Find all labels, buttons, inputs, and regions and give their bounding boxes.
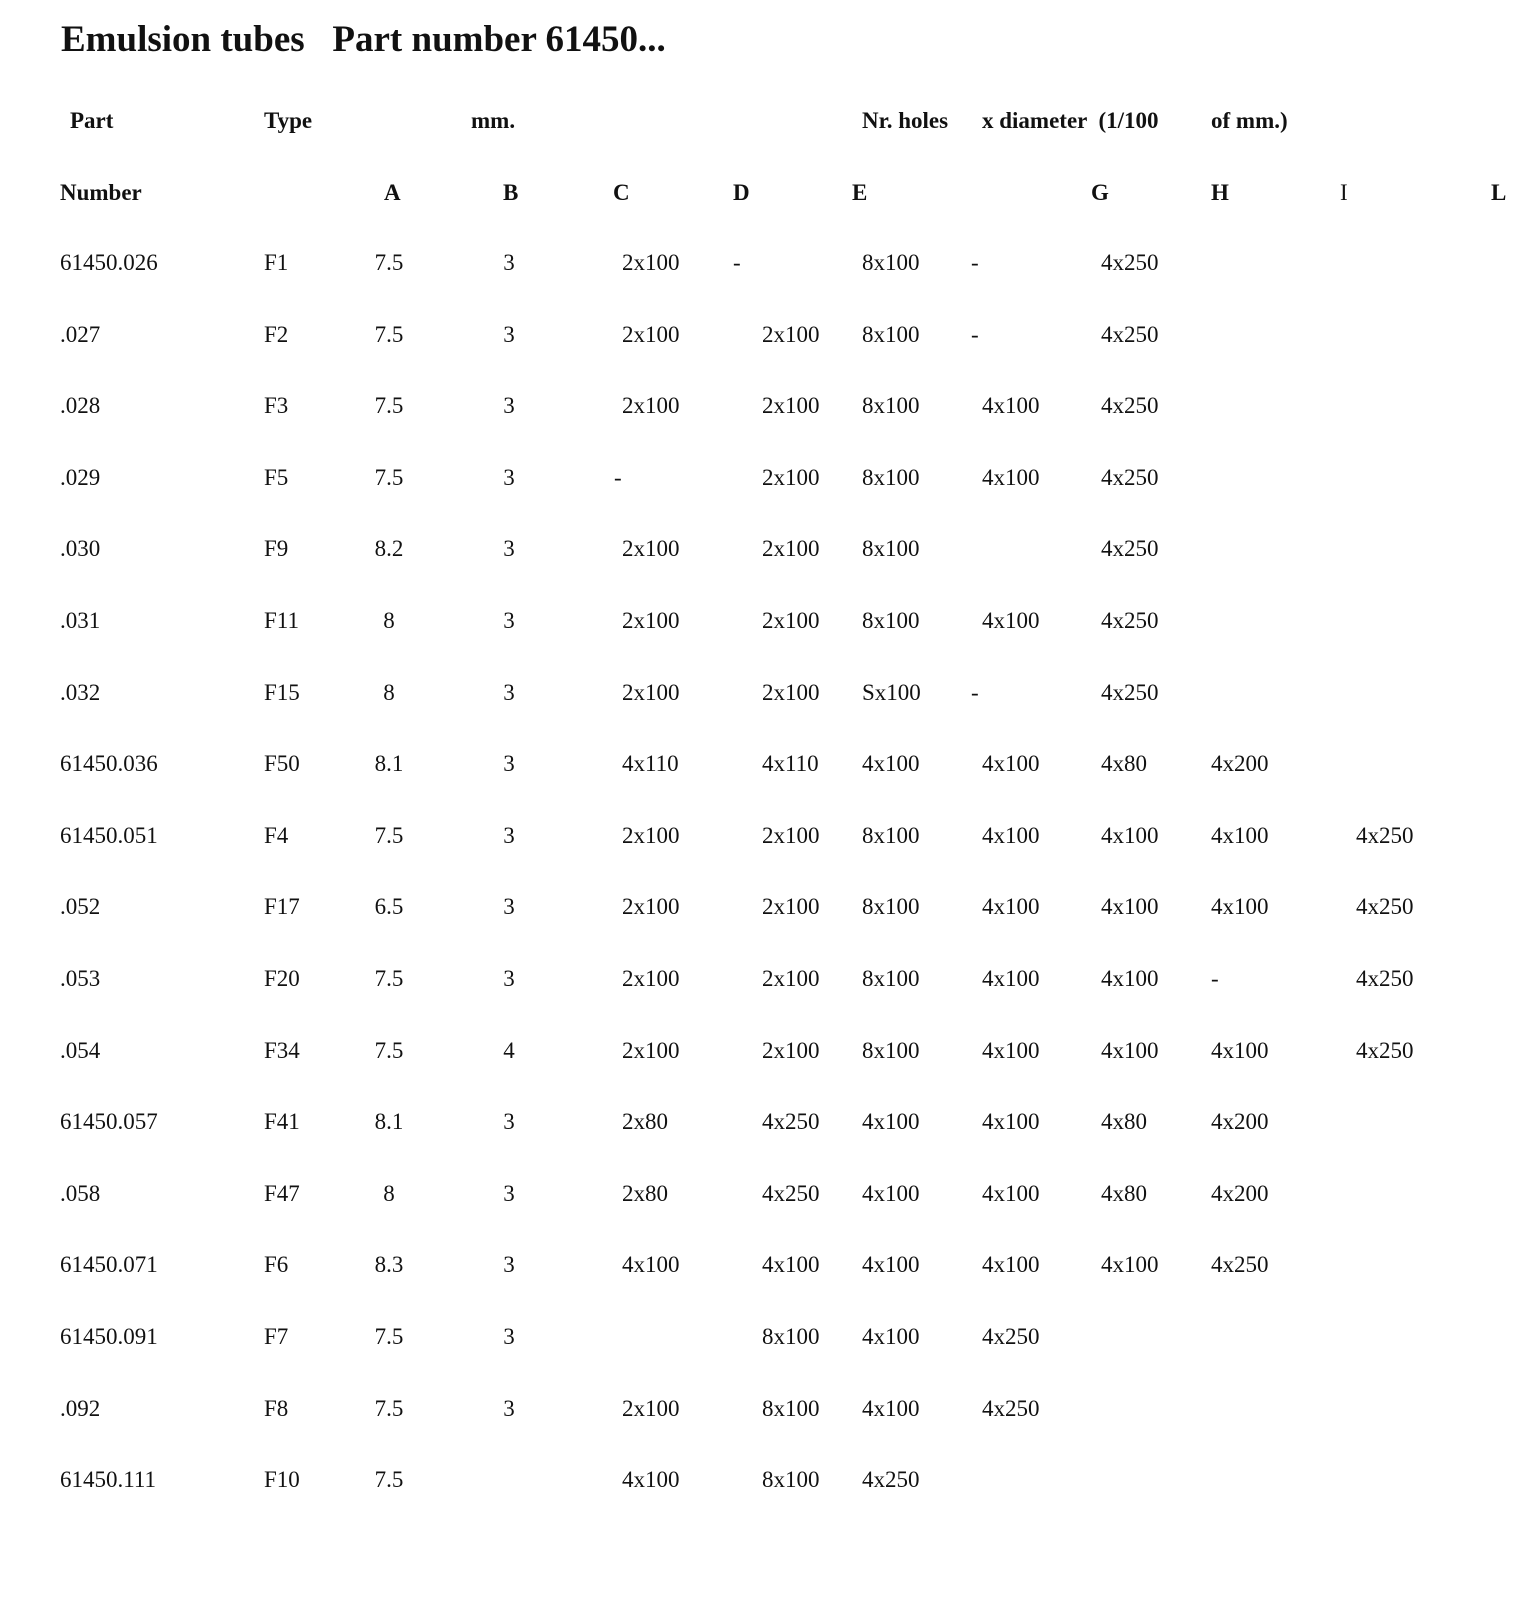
table-cell-d: 2x100 — [762, 608, 820, 633]
table-cell-part: 61450.071 — [60, 1252, 158, 1277]
table-cell-type: F7 — [264, 1324, 289, 1349]
table-cell-e: 4x250 — [862, 1467, 920, 1492]
table-cell-c: 2x100 — [622, 250, 680, 275]
table-cell-f: 4x250 — [982, 1324, 1040, 1349]
page-title: Emulsion tubes Part number 61450... — [61, 19, 666, 60]
table-cell-e: 8x100 — [862, 322, 920, 347]
table-cell-a: 8.1 — [374, 751, 404, 776]
header-col-a: A — [384, 180, 401, 205]
table-cell-g: 4x100 — [1101, 1038, 1159, 1063]
table-cell-e: 8x100 — [862, 250, 920, 275]
table-cell-b: 3 — [503, 966, 515, 991]
table-cell-d: 8x100 — [762, 1396, 820, 1421]
table-cell-type: F9 — [264, 536, 289, 561]
table-cell-type: F15 — [264, 680, 300, 705]
table-cell-f: 4x100 — [982, 465, 1040, 490]
table-cell-e: 4x100 — [862, 1324, 920, 1349]
table-cell-c: 2x100 — [622, 1396, 680, 1421]
table-cell-part: 61450.026 — [60, 250, 158, 275]
table-cell-g: 4x250 — [1101, 250, 1159, 275]
table-cell-a: 8.1 — [374, 1109, 404, 1134]
table-cell-g: 4x100 — [1101, 894, 1159, 919]
header-x-diameter: x diameter (1/100 — [982, 108, 1159, 133]
table-cell-i: 4x250 — [1356, 894, 1414, 919]
table-cell-type: F6 — [264, 1252, 289, 1277]
table-cell-h: 4x200 — [1211, 1109, 1269, 1134]
table-cell-g: 4x250 — [1101, 680, 1159, 705]
table-cell-e: 4x100 — [862, 1181, 920, 1206]
table-cell-type: F20 — [264, 966, 300, 991]
table-cell-e: 4x100 — [862, 1252, 920, 1277]
header-col-h: H — [1211, 180, 1229, 205]
table-cell-a: 7.5 — [374, 1467, 404, 1492]
table-cell-e: 8x100 — [862, 608, 920, 633]
table-cell-d: 2x100 — [762, 823, 820, 848]
table-cell-f: 4x100 — [982, 393, 1040, 418]
table-cell-c: 2x100 — [622, 1038, 680, 1063]
table-cell-b: 3 — [503, 1396, 515, 1421]
table-cell-g: 4x100 — [1101, 966, 1159, 991]
table-cell-type: F17 — [264, 894, 300, 919]
table-cell-a: 8 — [383, 680, 395, 705]
header-col-l: L — [1491, 180, 1507, 205]
table-cell-part: 61450.091 — [60, 1324, 158, 1349]
table-cell-b: 3 — [503, 1324, 515, 1349]
table-cell-g: 4x100 — [1101, 1252, 1159, 1277]
table-cell-f: 4x100 — [982, 823, 1040, 848]
table-cell-g: 4x250 — [1101, 608, 1159, 633]
table-cell-b: 3 — [503, 894, 515, 919]
header-col-d: D — [733, 180, 750, 205]
table-cell-e: 8x100 — [862, 1038, 920, 1063]
table-cell-c: 2x100 — [622, 322, 680, 347]
table-cell-h: 4x100 — [1211, 894, 1269, 919]
table-cell-c: 4x100 — [622, 1252, 680, 1277]
table-cell-part: 61450.036 — [60, 751, 158, 776]
header-type: Type — [264, 108, 313, 133]
table-cell-c: 2x80 — [622, 1181, 668, 1206]
table-cell-d: 4x110 — [762, 751, 819, 776]
table-cell-b: 3 — [503, 1181, 515, 1206]
table-cell-type: F11 — [264, 608, 299, 633]
table-cell-f: 4x250 — [982, 1396, 1040, 1421]
header-col-g: G — [1091, 180, 1109, 205]
header-nr-holes: Nr. holes — [862, 108, 949, 133]
table-cell-c: 4x100 — [622, 1467, 680, 1492]
table-cell-a: 7.5 — [374, 250, 404, 275]
table-cell-g: 4x80 — [1101, 751, 1147, 776]
table-cell-type: F10 — [264, 1467, 300, 1492]
table-cell-e: 8x100 — [862, 966, 920, 991]
table-cell-b: 3 — [503, 608, 515, 633]
table-cell-d: 8x100 — [762, 1467, 820, 1492]
table-cell-f: 4x100 — [982, 1038, 1040, 1063]
table-cell-f: 4x100 — [982, 608, 1040, 633]
table-cell-type: F5 — [264, 465, 289, 490]
table-cell-g: 4x250 — [1101, 536, 1159, 561]
table-cell-i: 4x250 — [1356, 966, 1414, 991]
table-cell-a: 7.5 — [374, 823, 404, 848]
table-cell-part: .028 — [60, 393, 101, 418]
table-cell-f: - — [971, 322, 979, 347]
table-cell-type: F2 — [264, 322, 289, 347]
table-cell-part: .029 — [60, 465, 101, 490]
table-cell-h: 4x250 — [1211, 1252, 1269, 1277]
header-col-b: B — [503, 180, 519, 205]
table-cell-part: .054 — [60, 1038, 101, 1063]
table-cell-d: 2x100 — [762, 680, 820, 705]
table-cell-type: F41 — [264, 1109, 300, 1134]
table-cell-type: F8 — [264, 1396, 289, 1421]
table-cell-c: 2x100 — [622, 536, 680, 561]
table-cell-e: 4x100 — [862, 1396, 920, 1421]
table-cell-h: 4x100 — [1211, 1038, 1269, 1063]
header-part: Part — [70, 108, 114, 133]
table-cell-e: 4x100 — [862, 751, 920, 776]
table-cell-a: 8 — [383, 1181, 395, 1206]
table-cell-part: 61450.057 — [60, 1109, 158, 1134]
table-cell-b: 3 — [503, 751, 515, 776]
table-cell-part: .053 — [60, 966, 101, 991]
header-col-e: E — [852, 180, 868, 205]
table-cell-d: 4x250 — [762, 1181, 820, 1206]
table-cell-f: 4x100 — [982, 1252, 1040, 1277]
table-cell-f: 4x100 — [982, 894, 1040, 919]
table-cell-part: .058 — [60, 1181, 101, 1206]
table-cell-b: 3 — [503, 536, 515, 561]
table-cell-c: 2x100 — [622, 680, 680, 705]
table-cell-c: 2x100 — [622, 608, 680, 633]
table-cell-type: F3 — [264, 393, 289, 418]
table-cell-part: .032 — [60, 680, 101, 705]
table-cell-a: 7.5 — [374, 1038, 404, 1063]
table-cell-g: 4x250 — [1101, 465, 1159, 490]
table-cell-a: 8 — [383, 608, 395, 633]
table-cell-c: 2x80 — [622, 1109, 668, 1134]
table-cell-type: F34 — [264, 1038, 300, 1063]
table-cell-type: F4 — [264, 823, 289, 848]
table-cell-c: 4x110 — [622, 751, 679, 776]
table-cell-a: 7.5 — [374, 966, 404, 991]
table-cell-a: 8.2 — [374, 536, 404, 561]
table-cell-f: - — [971, 250, 979, 275]
table-cell-part: 61450.111 — [60, 1467, 157, 1492]
table-cell-d: 2x100 — [762, 1038, 820, 1063]
table-cell-d: 2x100 — [762, 322, 820, 347]
table-cell-e: 8x100 — [862, 894, 920, 919]
table-cell-type: F47 — [264, 1181, 300, 1206]
table-cell-g: 4x250 — [1101, 322, 1159, 347]
table-cell-e: 8x100 — [862, 823, 920, 848]
table-cell-b: 3 — [503, 823, 515, 848]
table-cell-b: 3 — [503, 322, 515, 347]
table-cell-h: 4x100 — [1211, 823, 1269, 848]
table-cell-b: 3 — [503, 680, 515, 705]
table-cell-c: 2x100 — [622, 966, 680, 991]
table-cell-part: .027 — [60, 322, 101, 347]
table-cell-c: 2x100 — [622, 823, 680, 848]
table-cell-part: 61450.051 — [60, 823, 158, 848]
table-cell-c: - — [614, 465, 622, 490]
table-cell-a: 7.5 — [374, 1324, 404, 1349]
table-cell-d: 2x100 — [762, 393, 820, 418]
table-cell-part: .092 — [60, 1396, 101, 1421]
table-cell-i: 4x250 — [1356, 823, 1414, 848]
table-cell-a: 7.5 — [374, 1396, 404, 1421]
table-cell-e: 8x100 — [862, 536, 920, 561]
table-cell-part: .030 — [60, 536, 101, 561]
table-cell-d: 4x100 — [762, 1252, 820, 1277]
table-cell-b: 3 — [503, 1252, 515, 1277]
table-cell-d: 8x100 — [762, 1324, 820, 1349]
table-cell-g: 4x80 — [1101, 1181, 1147, 1206]
table-cell-e: Sx100 — [862, 680, 921, 705]
table-cell-h: 4x200 — [1211, 1181, 1269, 1206]
table-cell-c: 2x100 — [622, 894, 680, 919]
table-cell-d: 2x100 — [762, 465, 820, 490]
table-cell-f: 4x100 — [982, 1181, 1040, 1206]
table-cell-d: 2x100 — [762, 894, 820, 919]
table-cell-g: 4x80 — [1101, 1109, 1147, 1134]
table-cell-e: 8x100 — [862, 465, 920, 490]
table-cell-type: F50 — [264, 751, 300, 776]
table-cell-i: 4x250 — [1356, 1038, 1414, 1063]
header-col-i: I — [1340, 180, 1348, 205]
table-cell-a: 6.5 — [374, 894, 404, 919]
table-cell-a: 8.3 — [374, 1252, 404, 1277]
table-cell-b: 3 — [503, 1109, 515, 1134]
table-cell-f: - — [971, 680, 979, 705]
table-cell-h: 4x200 — [1211, 751, 1269, 776]
table-cell-e: 8x100 — [862, 393, 920, 418]
table-cell-a: 7.5 — [374, 393, 404, 418]
header-number: Number — [60, 180, 142, 205]
table-cell-f: 4x100 — [982, 751, 1040, 776]
table-cell-d: - — [733, 250, 741, 275]
table-cell-part: .052 — [60, 894, 101, 919]
table-cell-c: 2x100 — [622, 393, 680, 418]
table-cell-d: 4x250 — [762, 1109, 820, 1134]
header-col-c: C — [613, 180, 630, 205]
table-cell-type: F1 — [264, 250, 289, 275]
table-cell-b: 3 — [503, 250, 515, 275]
table-cell-b: 3 — [503, 393, 515, 418]
table-cell-b: 3 — [503, 465, 515, 490]
table-cell-a: 7.5 — [374, 465, 404, 490]
table-cell-d: 2x100 — [762, 966, 820, 991]
table-cell-h: - — [1211, 966, 1219, 991]
table-cell-a: 7.5 — [374, 322, 404, 347]
table-cell-e: 4x100 — [862, 1109, 920, 1134]
header-mm: mm. — [471, 108, 516, 133]
table-cell-b: 4 — [503, 1038, 515, 1063]
table-cell-g: 4x100 — [1101, 823, 1159, 848]
table-cell-part: .031 — [60, 608, 101, 633]
table-cell-f: 4x100 — [982, 966, 1040, 991]
table-cell-g: 4x250 — [1101, 393, 1159, 418]
table-cell-f: 4x100 — [982, 1109, 1040, 1134]
table-cell-d: 2x100 — [762, 536, 820, 561]
header-of-mm: of mm.) — [1211, 108, 1288, 133]
